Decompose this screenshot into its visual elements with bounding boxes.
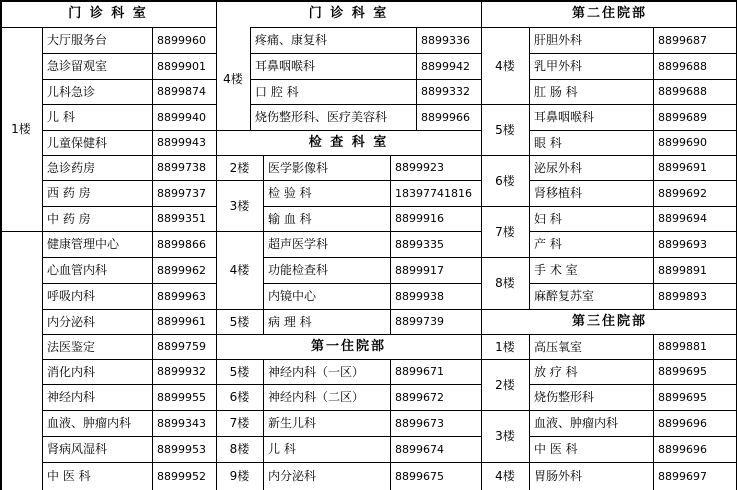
grid-line	[216, 309, 481, 310]
phone-number: 8899874	[157, 85, 206, 98]
grid-line	[529, 231, 736, 232]
phone-number: 8899932	[157, 365, 206, 378]
grid-line	[216, 155, 481, 156]
grid-line	[481, 334, 737, 335]
floor-label: 2楼	[495, 377, 515, 392]
floor-label: 7楼	[229, 416, 250, 430]
department-name: 儿童保健科	[47, 135, 108, 150]
grid-line	[42, 104, 216, 105]
phone-number: 8899891	[658, 263, 707, 277]
department-name: 神经内科（二区）	[268, 390, 365, 404]
floor-label: 8楼	[229, 442, 250, 456]
floor-label: 5楼	[229, 314, 250, 329]
phone-number: 8899694	[658, 212, 707, 225]
department-name: 疼痛、康复科	[255, 33, 328, 47]
phone-number: 8899940	[157, 110, 206, 124]
department-name: 肛 肠 科	[534, 84, 578, 99]
phone-number: 8899688	[658, 59, 707, 73]
department-name: 中 医 科	[47, 469, 91, 483]
grid-line	[0, 27, 42, 28]
floor-label: 3楼	[495, 429, 515, 443]
grid-line	[42, 436, 216, 437]
grid-line	[42, 309, 216, 310]
floor-label: 5楼	[495, 122, 515, 137]
grid-line	[250, 79, 481, 80]
department-name: 儿 科	[47, 110, 75, 124]
grid-line	[529, 283, 736, 284]
grid-line	[529, 436, 736, 437]
department-name: 乳甲外科	[534, 59, 583, 73]
department-name: 新生儿科	[268, 416, 317, 430]
grid-line	[529, 180, 736, 181]
phone-number: 8899690	[658, 136, 707, 149]
department-name: 产 科	[534, 237, 562, 251]
inpatient-3-title: 第三住院部	[571, 314, 647, 329]
exam-title: 检 查 科 室	[308, 135, 389, 150]
floor-label: 4楼	[495, 469, 515, 483]
grid-line	[529, 79, 736, 80]
phone-number: 8899675	[395, 469, 444, 483]
inpatient-2-title: 第二住院部	[571, 6, 647, 21]
grid-line	[529, 334, 530, 490]
phone-number: 8899332	[421, 85, 470, 98]
grid-line	[481, 410, 737, 411]
department-name: 泌尿外科	[534, 160, 583, 175]
department-name: 神经内科（一区）	[268, 364, 365, 379]
grid-line	[250, 27, 251, 130]
grid-line	[250, 104, 481, 105]
phone-number: 8899672	[395, 390, 444, 404]
department-name: 急诊留观室	[47, 59, 108, 73]
phone-number: 8899881	[658, 340, 707, 353]
department-name: 儿 科	[268, 442, 296, 456]
phone-number: 8899966	[421, 110, 470, 124]
department-name: 胃肠外科	[534, 469, 583, 483]
grid-line	[529, 130, 736, 131]
grid-line	[216, 130, 481, 131]
grid-line	[481, 206, 737, 207]
department-name: 手 术 室	[534, 263, 578, 277]
department-name: 肝胆外科	[534, 33, 583, 47]
phone-number: 8899942	[421, 59, 470, 73]
department-name: 医学影像科	[268, 160, 329, 175]
department-name: 儿科急诊	[47, 84, 96, 99]
phone-number: 8899687	[658, 33, 707, 47]
floor-label: 7楼	[495, 224, 515, 239]
grid-line	[390, 359, 391, 490]
floor-label: 4楼	[223, 71, 243, 86]
grid-line	[42, 155, 216, 156]
department-name: 烧伤整形科、医疗美容科	[255, 110, 388, 124]
phone-number: 8899738	[157, 161, 206, 174]
department-name: 呼吸内科	[47, 289, 96, 303]
department-name: 放 疗 科	[534, 364, 578, 379]
grid-line	[42, 79, 216, 80]
grid-line	[736, 0, 737, 490]
department-name: 中 药 房	[47, 211, 91, 226]
phone-number: 8899691	[658, 161, 707, 174]
grid-line	[42, 384, 216, 385]
inpatient-1-title: 第一住院部	[310, 339, 386, 354]
phone-number: 8899961	[157, 315, 206, 328]
department-name: 内镜中心	[268, 289, 317, 303]
phone-number: 8899943	[157, 136, 206, 149]
grid-line	[42, 257, 216, 258]
grid-line	[481, 257, 737, 258]
department-name: 心血管内科	[47, 263, 108, 277]
floor-label: 5楼	[229, 364, 250, 379]
floor-label: 6楼	[229, 390, 250, 404]
phone-number: 8899923	[395, 161, 444, 174]
grid-line	[481, 309, 737, 310]
department-name: 高压氧室	[534, 339, 583, 354]
grid-line	[529, 384, 736, 385]
phone-number: 8899901	[157, 59, 206, 73]
phone-number: 8899963	[157, 289, 206, 303]
department-name: 血液、肿瘤内科	[534, 416, 619, 430]
grid-line	[263, 283, 481, 284]
department-name: 健康管理中心	[47, 237, 120, 251]
floor-label: 3楼	[229, 198, 250, 213]
grid-line	[42, 130, 216, 131]
department-name: 法医鉴定	[47, 339, 96, 354]
outpatient-left-title: 门 诊 科 室	[68, 6, 148, 21]
department-name: 肾移植科	[534, 186, 583, 200]
floor-label: 4楼	[229, 263, 250, 277]
phone-number: 8899866	[157, 237, 206, 251]
department-name: 输 血 科	[268, 211, 312, 226]
phone-number: 8899917	[395, 263, 444, 277]
grid-line	[216, 359, 481, 360]
grid-line	[42, 206, 216, 207]
phone-number: 8899343	[157, 416, 206, 430]
phone-number: 8899696	[658, 416, 707, 430]
grid-line	[529, 53, 736, 54]
floor-label: 4楼	[495, 58, 515, 73]
department-name: 检 验 科	[268, 186, 312, 200]
department-name: 内分泌科	[268, 469, 317, 483]
phone-number: 8899336	[421, 33, 470, 47]
phone-number: 8899692	[658, 186, 707, 200]
phone-number: 8899893	[658, 289, 707, 303]
phone-number: 8899916	[395, 212, 444, 225]
department-name: 病 理 科	[268, 314, 312, 329]
grid-line	[250, 53, 481, 54]
phone-number: 8899674	[395, 442, 444, 456]
department-name: 耳鼻咽喉科	[534, 110, 595, 124]
grid-line	[216, 334, 481, 335]
department-name: 内分泌科	[47, 314, 96, 329]
grid-line	[216, 231, 481, 232]
grid-line	[481, 27, 737, 28]
grid-line	[216, 384, 481, 385]
phone-number: 8899962	[157, 263, 206, 277]
department-name: 血液、肿瘤内科	[47, 416, 132, 430]
department-name: 肾病风湿科	[47, 442, 108, 456]
phone-number: 8899335	[395, 237, 444, 251]
outpatient-middle-title: 门 诊 科 室	[308, 6, 389, 21]
department-name: 眼 科	[534, 135, 562, 150]
phone-number: 8899351	[157, 212, 206, 225]
phone-number: 8899696	[658, 442, 707, 456]
grid-line	[42, 27, 216, 28]
grid-line	[216, 0, 217, 490]
phone-number: 8899938	[395, 289, 444, 303]
phone-number: 8899739	[395, 315, 444, 328]
department-name: 功能检查科	[268, 263, 329, 277]
phone-number: 8899955	[157, 390, 206, 404]
grid-line	[653, 334, 654, 490]
floor-label: 6楼	[495, 173, 515, 188]
department-name: 神经内科	[47, 390, 96, 404]
grid-line	[263, 257, 481, 258]
grid-line	[529, 27, 530, 309]
department-name: 耳鼻咽喉科	[255, 59, 316, 73]
grid-line	[42, 180, 216, 181]
department-name: 麻醉复苏室	[534, 289, 595, 303]
floor-label: 1楼	[495, 339, 515, 354]
grid-line	[0, 0, 737, 2]
phone-number: 8899695	[658, 365, 707, 378]
grid-line	[263, 155, 264, 334]
grid-line	[0, 0, 2, 490]
grid-line	[653, 27, 654, 309]
phone-number: 8899688	[658, 85, 707, 98]
grid-line	[216, 180, 481, 181]
grid-line	[42, 334, 216, 335]
phone-number: 8899689	[658, 110, 707, 124]
department-name: 西 药 房	[47, 186, 91, 200]
grid-line	[481, 155, 737, 156]
phone-number: 8899671	[395, 365, 444, 378]
grid-line	[481, 0, 482, 490]
phone-number: 8899673	[395, 416, 444, 430]
department-name: 大厅服务台	[47, 33, 108, 47]
grid-line	[42, 283, 216, 284]
grid-line	[42, 462, 216, 463]
phone-number: 8899693	[658, 237, 707, 251]
grid-line	[216, 410, 481, 411]
phone-number: 8899952	[157, 469, 206, 483]
grid-line	[390, 155, 391, 334]
department-name: 口 腔 科	[255, 84, 299, 99]
grid-line	[216, 436, 481, 437]
grid-line	[250, 27, 481, 28]
phone-number: 8899960	[157, 33, 206, 47]
grid-line	[481, 359, 737, 360]
phone-number: 8899697	[658, 469, 707, 483]
department-name: 中 医 科	[534, 442, 578, 456]
department-name: 急诊药房	[47, 160, 96, 175]
floor-label: 8楼	[495, 276, 515, 290]
department-name: 妇 科	[534, 211, 562, 226]
grid-line	[152, 27, 153, 490]
grid-line	[42, 410, 216, 411]
floor-label: 9楼	[229, 469, 250, 483]
grid-line	[263, 206, 481, 207]
phone-number: 8899695	[658, 390, 707, 404]
phone-number: 8899759	[157, 340, 206, 353]
grid-line	[481, 104, 737, 105]
floor-label: 1楼	[11, 122, 31, 136]
phone-number: 8899953	[157, 442, 206, 456]
grid-line	[42, 359, 216, 360]
grid-line	[42, 27, 43, 490]
grid-line	[416, 27, 417, 130]
floor-label: 2楼	[229, 160, 250, 175]
grid-line	[216, 462, 481, 463]
grid-line	[42, 53, 216, 54]
grid-line	[481, 462, 737, 463]
department-name: 消化内科	[47, 364, 96, 379]
department-name: 烧伤整形科	[534, 390, 595, 404]
grid-line	[263, 359, 264, 490]
grid-line	[0, 231, 216, 232]
phone-number: 18397741816	[395, 186, 472, 200]
department-name: 超声医学科	[268, 237, 329, 251]
phone-number: 8899737	[157, 186, 206, 200]
